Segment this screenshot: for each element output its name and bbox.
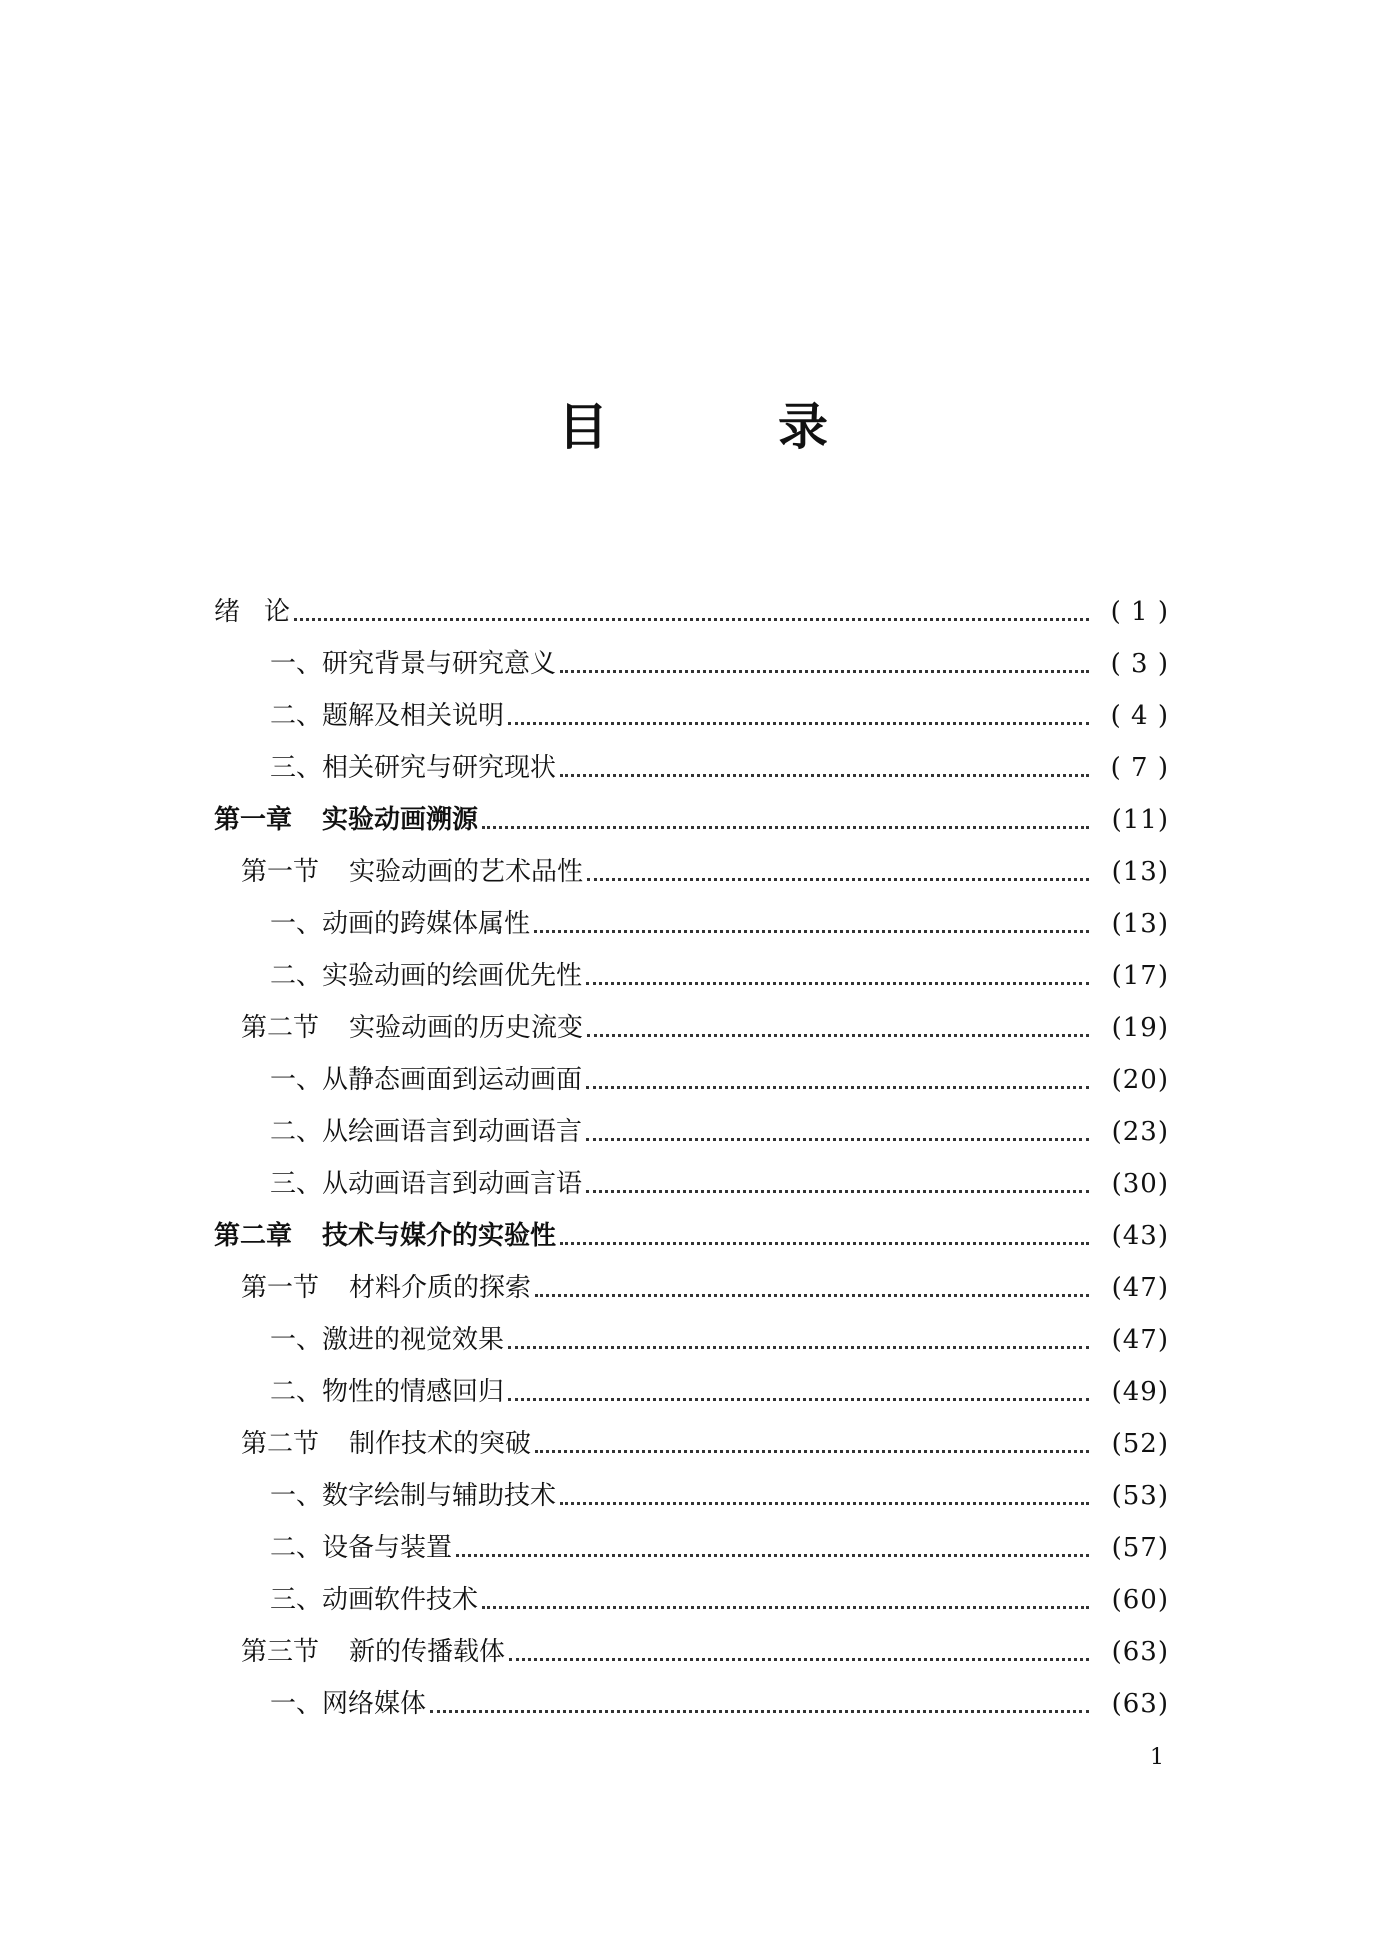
toc-entry-page: (47) xyxy=(1111,1273,1169,1303)
dot-leader xyxy=(508,722,1089,725)
toc-entry[interactable] xyxy=(214,1044,1169,1096)
dot-leader xyxy=(508,1398,1089,1401)
toc-entry-title: 从静态画面到运动画面 xyxy=(322,1065,583,1095)
toc-entry-number: 三、 xyxy=(270,753,323,783)
toc-entry-label xyxy=(214,804,478,836)
toc-entry[interactable] xyxy=(214,1512,1169,1564)
toc-entry-label xyxy=(270,1532,452,1564)
toc-entry[interactable] xyxy=(214,836,1169,888)
toc-entry-label xyxy=(270,960,582,992)
toc-entry-label xyxy=(241,856,583,888)
dot-leader xyxy=(535,1450,1089,1453)
dot-leader xyxy=(482,1606,1089,1609)
toc-entry-title: 激进的视觉效果 xyxy=(322,1325,505,1355)
toc-entry-number: 三、 xyxy=(270,1585,323,1615)
toc-entry-title: 材料介质的探索 xyxy=(349,1273,532,1303)
dot-leader xyxy=(586,982,1089,985)
toc-entry-number: 第二节 xyxy=(241,1013,320,1043)
toc-entry-label xyxy=(270,1376,504,1408)
dot-leader xyxy=(482,826,1089,829)
toc-entry-page: (19) xyxy=(1111,1013,1169,1043)
toc-entry-page: (63) xyxy=(1111,1637,1169,1667)
toc-entry-label xyxy=(214,596,290,628)
toc-entry-number: 三、 xyxy=(270,1169,323,1199)
toc-entry-page: (63) xyxy=(1111,1689,1169,1719)
toc-entry-number: 第一节 xyxy=(241,1273,320,1303)
toc-entry[interactable] xyxy=(214,1252,1169,1304)
dot-leader xyxy=(586,1190,1089,1193)
toc-entry-label xyxy=(270,1116,582,1148)
toc-entry-page: (17) xyxy=(1111,961,1169,991)
dot-leader xyxy=(586,1086,1089,1089)
toc-entry-page: (53) xyxy=(1111,1481,1169,1511)
dot-leader xyxy=(560,1502,1089,1505)
toc-entry-label xyxy=(241,1012,583,1044)
toc-entry-page: (57) xyxy=(1111,1533,1169,1563)
toc-entry-page: ( 4 ) xyxy=(1110,701,1169,731)
toc-entry-page: (47) xyxy=(1111,1325,1169,1355)
toc-entry-label xyxy=(270,1688,426,1720)
toc-entry-label xyxy=(270,1168,582,1200)
dot-leader xyxy=(535,1294,1089,1297)
toc-entry-page: ( 7 ) xyxy=(1110,753,1169,783)
toc-entry-page: (11) xyxy=(1111,805,1169,835)
toc-entry-title: 研究背景与研究意义 xyxy=(322,649,557,679)
toc-entry-label xyxy=(270,1480,556,1512)
page-number: 1 xyxy=(1150,1745,1164,1770)
toc-entry-title: 数字绘制与辅助技术 xyxy=(322,1481,557,1511)
toc-entry-number: 第二章 xyxy=(214,1221,293,1251)
toc-entry-number: 第二节 xyxy=(241,1429,320,1459)
toc-entry[interactable] xyxy=(214,1096,1169,1148)
toc-entry[interactable] xyxy=(214,1356,1169,1408)
toc-entry[interactable] xyxy=(214,940,1169,992)
toc-entry-title: 从绘画语言到动画语言 xyxy=(322,1117,583,1147)
toc-entry-number: 第三节 xyxy=(241,1637,320,1667)
toc-entry-label xyxy=(214,1220,556,1252)
toc-entry-number: 一、 xyxy=(270,909,323,939)
toc-entry-number: 一、 xyxy=(270,1689,323,1719)
toc-entry-number: 绪 xyxy=(214,597,241,627)
toc-entry-number: 一、 xyxy=(270,1325,323,1355)
toc-entry[interactable] xyxy=(214,784,1169,836)
toc-entry[interactable] xyxy=(214,1200,1169,1252)
dot-leader xyxy=(587,878,1089,881)
toc-entry-title: 实验动画的历史流变 xyxy=(349,1013,584,1043)
toc-entry-title: 相关研究与研究现状 xyxy=(322,753,557,783)
dot-leader xyxy=(509,1658,1089,1661)
page-title: 目 录 xyxy=(558,398,888,456)
toc-entry-title: 新的传播载体 xyxy=(349,1637,506,1667)
toc-entry-number: 第一章 xyxy=(214,805,293,835)
toc-entry[interactable] xyxy=(214,576,1169,628)
toc-entry-title: 从动画语言到动画言语 xyxy=(322,1169,583,1199)
toc-entry-label xyxy=(270,648,556,680)
toc-entry-label xyxy=(241,1272,531,1304)
toc-entry-title: 题解及相关说明 xyxy=(322,701,505,731)
toc-entry-page: (13) xyxy=(1111,909,1169,939)
dot-leader xyxy=(534,930,1089,933)
toc-entry-number: 第一节 xyxy=(241,857,320,887)
toc-entry-page: ( 1 ) xyxy=(1110,597,1169,627)
toc-entry-page: (20) xyxy=(1111,1065,1169,1095)
toc-entry-page: (30) xyxy=(1111,1169,1169,1199)
toc-entry[interactable] xyxy=(214,1304,1169,1356)
dot-leader xyxy=(430,1710,1089,1713)
toc-entry[interactable] xyxy=(214,732,1169,784)
toc-entry-number: 一、 xyxy=(270,1065,323,1095)
toc-entry[interactable] xyxy=(214,1460,1169,1512)
toc-entry[interactable] xyxy=(214,1616,1169,1668)
toc-entry-title: 动画软件技术 xyxy=(322,1585,479,1615)
toc-entry[interactable] xyxy=(214,888,1169,940)
dot-leader xyxy=(294,618,1089,621)
toc-entry-number: 一、 xyxy=(270,649,323,679)
toc-entry-label xyxy=(270,908,530,940)
dot-leader xyxy=(560,1242,1089,1245)
toc-entry-title: 动画的跨媒体属性 xyxy=(322,909,531,939)
toc-entry[interactable] xyxy=(214,992,1169,1044)
toc-entry-number: 二、 xyxy=(270,1117,323,1147)
toc-entry-label xyxy=(270,1064,582,1096)
toc-entry-page: (23) xyxy=(1111,1117,1169,1147)
dot-leader xyxy=(560,774,1089,777)
table-of-contents xyxy=(214,576,1169,1720)
toc-entry-title: 实验动画的绘画优先性 xyxy=(322,961,583,991)
toc-entry[interactable] xyxy=(214,1148,1169,1200)
dot-leader xyxy=(587,1034,1089,1037)
toc-entry-number: 二、 xyxy=(270,1377,323,1407)
toc-entry-title: 技术与媒介的实验性 xyxy=(322,1221,557,1251)
toc-entry-page: (52) xyxy=(1111,1429,1169,1459)
toc-entry-label xyxy=(270,700,504,732)
toc-entry-label xyxy=(270,1584,478,1616)
dot-leader xyxy=(560,670,1089,673)
toc-entry-title: 制作技术的突破 xyxy=(349,1429,532,1459)
toc-entry-page: (49) xyxy=(1111,1377,1169,1407)
dot-leader xyxy=(586,1138,1089,1141)
toc-entry-title: 实验动画溯源 xyxy=(322,805,479,835)
toc-entry-title: 网络媒体 xyxy=(322,1689,427,1719)
toc-entry-title: 论 xyxy=(264,597,291,627)
toc-entry[interactable] xyxy=(214,680,1169,732)
toc-entry-page: (13) xyxy=(1111,857,1169,887)
toc-entry-title: 实验动画的艺术品性 xyxy=(349,857,584,887)
toc-entry-label xyxy=(241,1428,531,1460)
dot-leader xyxy=(508,1346,1089,1349)
toc-entry[interactable] xyxy=(214,1408,1169,1460)
toc-entry-number: 二、 xyxy=(270,961,323,991)
toc-entry-page: (43) xyxy=(1111,1221,1169,1251)
toc-entry-number: 一、 xyxy=(270,1481,323,1511)
toc-entry-label xyxy=(270,1324,504,1356)
toc-entry[interactable] xyxy=(214,628,1169,680)
toc-entry-number: 二、 xyxy=(270,701,323,731)
toc-entry[interactable] xyxy=(214,1668,1169,1720)
toc-entry[interactable] xyxy=(214,1564,1169,1616)
toc-entry-title: 设备与装置 xyxy=(322,1533,453,1563)
toc-entry-page: ( 3 ) xyxy=(1110,649,1169,679)
toc-entry-number: 二、 xyxy=(270,1533,323,1563)
toc-entry-title: 物性的情感回归 xyxy=(322,1377,505,1407)
toc-entry-label xyxy=(241,1636,505,1668)
toc-entry-label xyxy=(270,752,556,784)
toc-entry-page: (60) xyxy=(1111,1585,1169,1615)
dot-leader xyxy=(456,1554,1089,1557)
